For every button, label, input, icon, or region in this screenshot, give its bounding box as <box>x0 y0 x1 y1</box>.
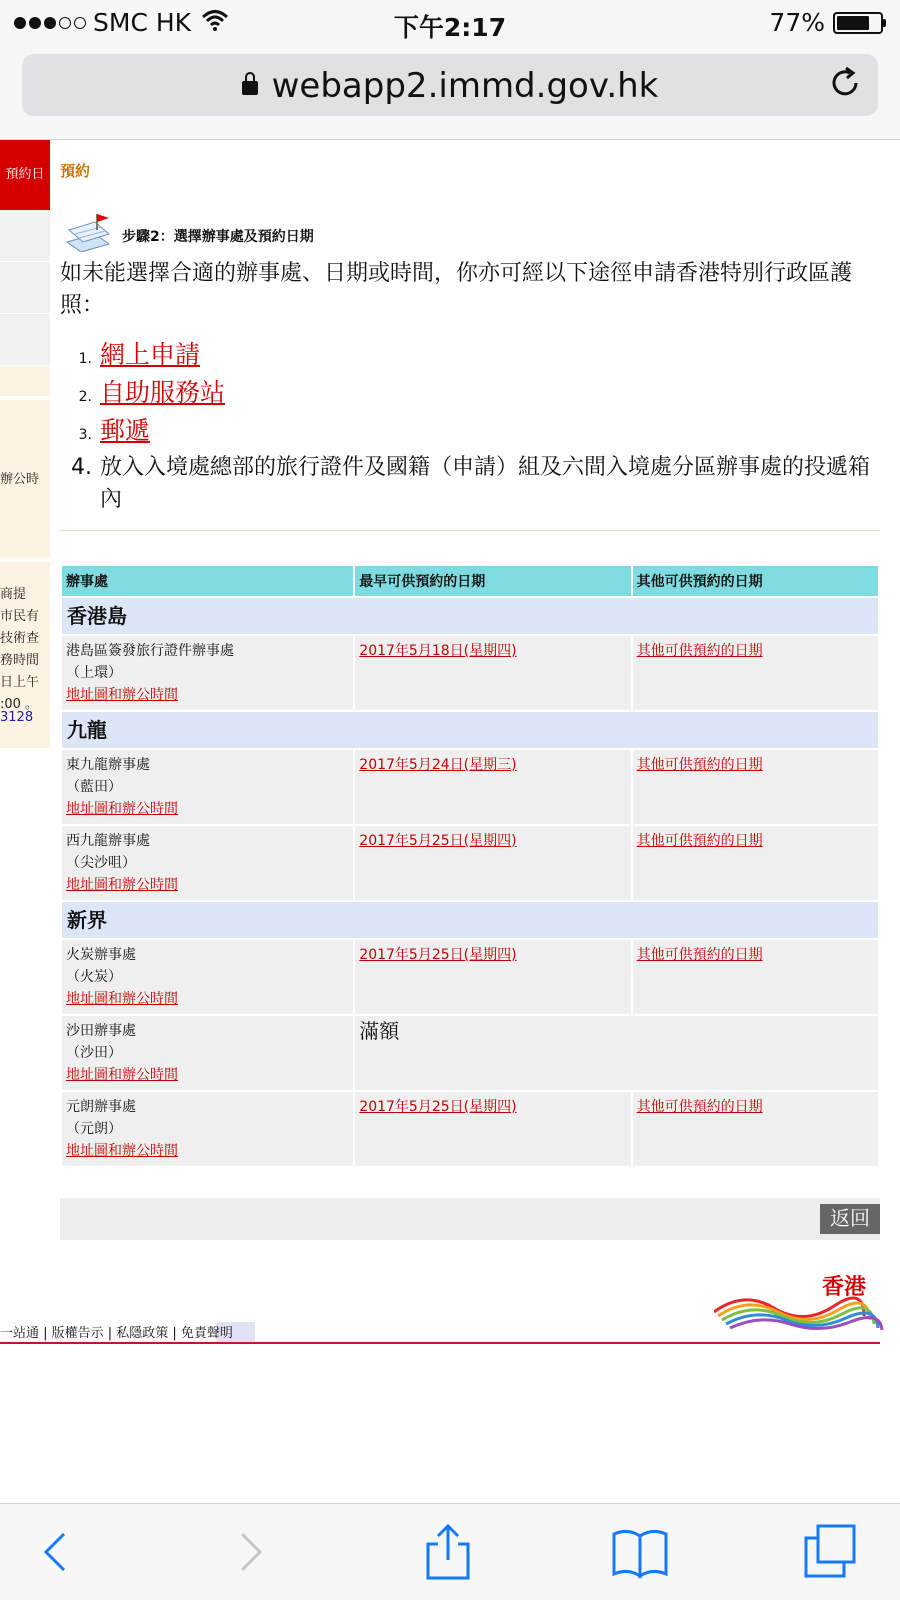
footer-links[interactable]: 一站通 | 版權告示 | 私隱政策 | 免責聲明 <box>0 1322 255 1342</box>
header-earliest-date: 最早可供預約的日期 <box>355 566 630 596</box>
map-hours-link[interactable]: 地址圖和辦公時間 <box>66 1067 178 1083</box>
region-kowloon: 九龍 <box>62 712 878 748</box>
earliest-date-link[interactable]: 2017年5月18日(星期四) <box>359 643 517 659</box>
phone-number[interactable]: 3128 <box>0 710 34 725</box>
back-button[interactable]: 返回 <box>820 1204 880 1234</box>
other-dates-link[interactable]: 其他可供預約的日期 <box>636 757 763 773</box>
sidebar-item[interactable] <box>0 314 50 366</box>
earliest-date-cell <box>355 826 630 900</box>
region-new-territories: 新界 <box>62 902 878 938</box>
map-hours-link[interactable]: 地址圖和辦公時間 <box>66 877 178 893</box>
carrier-name: SMC HK <box>93 8 192 37</box>
battery-tip <box>883 19 886 27</box>
list-number: 4. <box>71 455 92 480</box>
browser-toolbar <box>0 1503 900 1600</box>
browser-chrome <box>0 44 900 140</box>
earliest-date-cell <box>355 636 630 710</box>
status-bar <box>0 0 900 44</box>
sidebar-notice <box>0 562 50 750</box>
earliest-date-link[interactable]: 2017年5月25日(星期四) <box>359 947 517 963</box>
action-bar <box>60 1198 880 1240</box>
table-row <box>62 636 878 710</box>
other-dates-cell <box>633 750 878 824</box>
chevron-left-icon[interactable] <box>26 1522 86 1582</box>
other-dates-cell <box>633 636 878 710</box>
list-item <box>60 414 880 448</box>
notice-text <box>0 584 50 716</box>
office-cell <box>62 1016 353 1090</box>
other-dates-link[interactable]: 其他可供預約的日期 <box>636 833 763 849</box>
office-district: （藍田） <box>66 779 122 795</box>
other-dates-link[interactable]: 其他可供預約的日期 <box>636 947 763 963</box>
map-hours-link[interactable]: 地址圖和辦公時間 <box>66 687 178 703</box>
brand-hong-kong-text: 香港 <box>822 1275 867 1300</box>
table-row <box>62 1092 878 1166</box>
table-row <box>62 940 878 1014</box>
office-cell <box>62 1092 353 1166</box>
table-row <box>62 1016 878 1090</box>
other-dates-link[interactable]: 其他可供預約的日期 <box>636 643 763 659</box>
region-row <box>62 712 878 748</box>
lock-icon <box>242 81 258 95</box>
clock: 下午2:17 <box>393 13 507 42</box>
list-number: 3. <box>78 427 92 443</box>
office-district: （元朗） <box>66 1121 122 1137</box>
other-dates-cell <box>633 1092 878 1166</box>
sidebar-item-office-hours[interactable] <box>0 400 50 560</box>
office-district: （沙田） <box>66 1045 122 1061</box>
online-application-link[interactable]: 網上申請 <box>100 340 201 369</box>
office-name: 火炭辦事處 <box>66 947 136 963</box>
battery-level <box>837 16 869 30</box>
office-cell <box>62 636 353 710</box>
sidebar-item[interactable] <box>0 262 50 314</box>
list-number: 2. <box>78 389 92 405</box>
office-cell <box>62 826 353 900</box>
drop-box-text: 放入入境處總部的旅行證件及國籍（申請）組及六間入境處分區辦事處的投遞箱內 <box>100 455 871 512</box>
battery-icon <box>833 12 883 34</box>
table-row <box>62 826 878 900</box>
earliest-date-cell <box>355 1092 630 1166</box>
office-name: 西九龍辦事處 <box>66 833 150 849</box>
address-bar[interactable] <box>22 54 878 116</box>
battery-percent: 77% <box>769 8 825 37</box>
earliest-date-link[interactable]: 2017年5月24日(星期三) <box>359 757 517 773</box>
notice-line: 技術查 <box>0 631 40 646</box>
other-dates-link[interactable]: 其他可供預約的日期 <box>636 1099 763 1115</box>
url-text[interactable]: webapp2.immd.gov.hk <box>271 66 659 106</box>
footer-divider <box>0 1342 880 1344</box>
divider <box>60 530 880 531</box>
list-item <box>60 376 880 410</box>
application-methods-list <box>60 338 880 520</box>
office-cell <box>62 940 353 1014</box>
office-name: 沙田辦事處 <box>66 1023 136 1039</box>
book-icon[interactable] <box>610 1522 670 1582</box>
notice-line: 商提 <box>0 587 27 602</box>
table-header-row <box>62 566 878 596</box>
other-dates-cell <box>633 940 878 1014</box>
office-district: （尖沙咀） <box>66 855 136 871</box>
share-icon[interactable] <box>418 1522 478 1582</box>
notice-line: 務時間 <box>0 653 40 668</box>
list-item <box>60 338 880 372</box>
sidebar-item-booking-date[interactable]: 預約日 <box>0 140 50 210</box>
notice-line: 日上午 <box>0 675 40 690</box>
office-name: 港島區簽發旅行證件辦事處 <box>66 643 234 659</box>
other-dates-cell <box>633 826 878 900</box>
map-hours-link[interactable]: 地址圖和辦公時間 <box>66 991 178 1007</box>
region-row <box>62 598 878 634</box>
fully-booked-text: 滿額 <box>359 1019 400 1043</box>
chevron-right-icon[interactable] <box>220 1522 280 1582</box>
table-row <box>62 750 878 824</box>
region-hong-kong-island: 香港島 <box>62 598 878 634</box>
region-row <box>62 902 878 938</box>
earliest-date-cell <box>355 750 630 824</box>
sidebar-item-label: 辦公時 <box>0 472 40 487</box>
office-cell <box>62 750 353 824</box>
map-hours-link[interactable]: 地址圖和辦公時間 <box>66 801 178 817</box>
intro-text: 如未能選擇合適的辦事處、日期或時間，你亦可經以下途徑申請香港特別行政區護照： <box>60 261 853 318</box>
sidebar-item[interactable] <box>0 210 50 262</box>
list-item <box>60 452 880 516</box>
notice-line: :00 。 <box>0 697 39 712</box>
earliest-date-cell <box>355 940 630 1014</box>
notice-line: 市民有 <box>0 609 40 624</box>
self-service-kiosk-link[interactable]: 自助服務站 <box>100 378 226 407</box>
step-title: 步驟2：選擇辦事處及預約日期 <box>122 229 314 245</box>
fully-booked-cell <box>355 1016 878 1090</box>
list-number: 1. <box>78 351 92 367</box>
calendar-flag-icon <box>65 212 115 252</box>
office-name: 東九龍辦事處 <box>66 757 150 773</box>
tabs-icon[interactable] <box>800 1522 860 1582</box>
header-other-dates: 其他可供預約的日期 <box>633 566 878 596</box>
earliest-date-link[interactable]: 2017年5月25日(星期四) <box>359 1099 517 1115</box>
sidebar-item[interactable] <box>0 366 50 398</box>
header-office: 辦事處 <box>62 566 353 596</box>
appointment-table <box>60 564 880 1168</box>
address-field[interactable] <box>22 66 878 106</box>
map-hours-link[interactable]: 地址圖和辦公時間 <box>66 1143 178 1159</box>
breadcrumb: 預約 <box>60 162 91 180</box>
office-name: 元朗辦事處 <box>66 1099 136 1115</box>
battery <box>769 8 886 37</box>
office-district: （火炭） <box>66 969 122 985</box>
by-post-link[interactable]: 郵遞 <box>100 416 151 445</box>
earliest-date-link[interactable]: 2017年5月25日(星期四) <box>359 833 517 849</box>
office-district: （上環） <box>66 665 122 681</box>
reload-icon[interactable] <box>828 66 862 109</box>
